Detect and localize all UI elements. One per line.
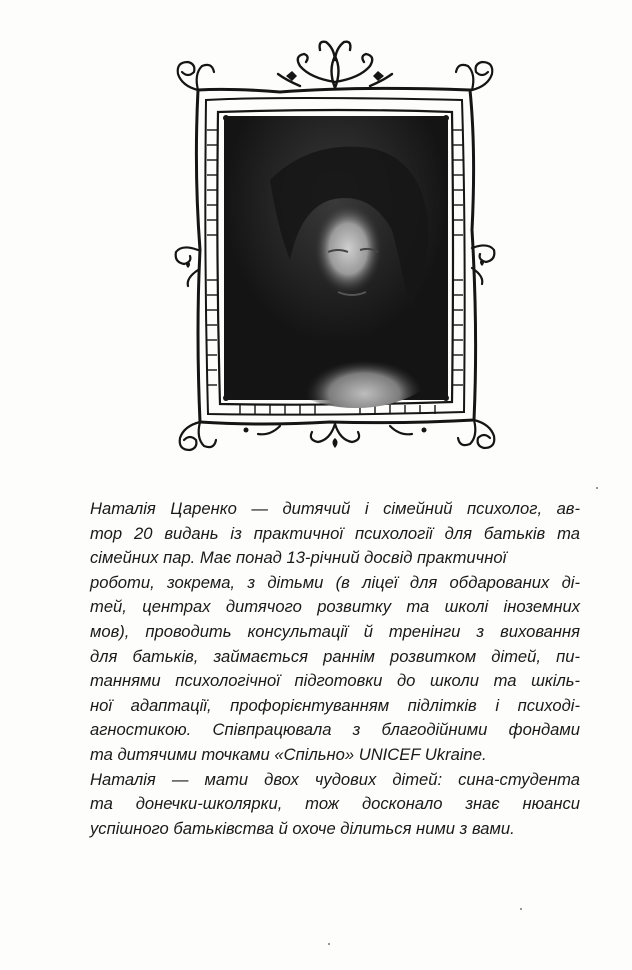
bio-line: агностикою. Співпрацювала з благодійними фондами — [90, 720, 580, 740]
bio-line: тор 20 видань із практичної психології для батьків та — [90, 523, 580, 543]
bio-line: ної адаптації, профорієнтуванням підлітків і псиході- — [90, 695, 580, 715]
bio-line: роботи, зокрема, з дітьми (в ліцеї для обдарованих ді- — [90, 572, 580, 592]
bio-line: для батьків, займається раннім розвитком дітей, пи- — [90, 646, 580, 666]
ornate-frame-drawing — [160, 30, 510, 475]
author-bio — [90, 497, 580, 841]
bio-line: Наталія Царенко — дитячий і сімейний психолог, ав- — [90, 499, 580, 518]
bio-line: успішного батьківства й охоче ділиться ними з вами. — [90, 818, 515, 838]
scan-speck — [596, 487, 598, 489]
bio-line: Наталія — мати двох чудових дітей: сина-студента — [90, 769, 580, 789]
bio-line: таннями психологічної підготовки до школи та шкіль- — [90, 671, 580, 691]
scan-speck — [328, 943, 330, 945]
bio-line: мов), проводить консультації й тренінги з виховання — [90, 621, 580, 641]
bio-line: тей, центрах дитячого розвитку та школі іноземних — [90, 597, 580, 617]
portrait-frame — [160, 30, 510, 475]
scan-speck — [520, 908, 522, 910]
bio-line: сімейних пар. Має понад 13-річний досвід практичної — [90, 548, 507, 568]
bio-line: та донечки-школярки, тож досконало знає нюанси — [90, 794, 580, 814]
bio-line: та дитячими точками «Спільно» UNICEF Ukraine. — [90, 744, 487, 764]
